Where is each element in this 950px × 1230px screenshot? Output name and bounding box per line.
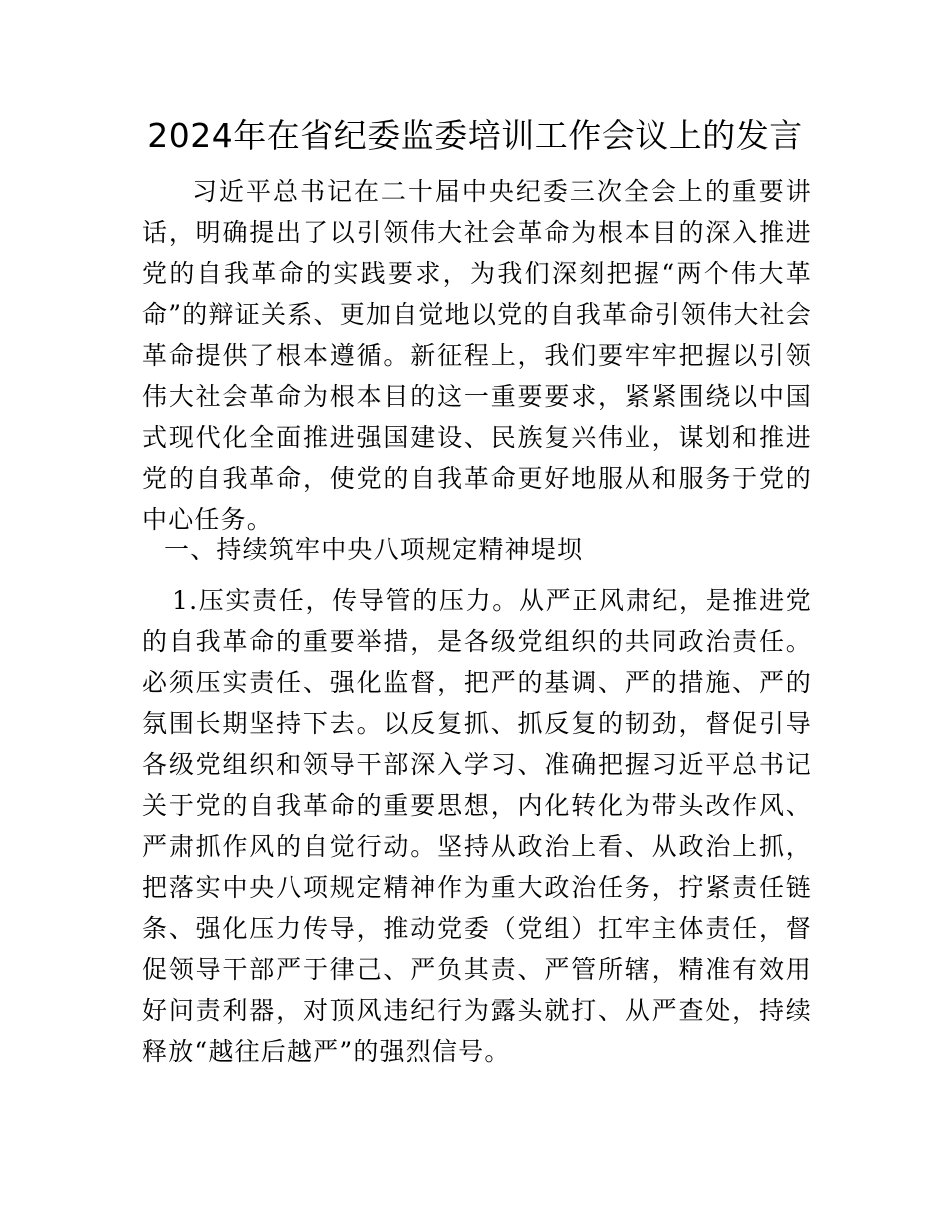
document-title: 2024年在省纪委监委培训工作会议上的发言	[147, 116, 803, 155]
intro-paragraph: 习近平总书记在二十届中央纪委三次全会上的重要讲话，明确提出了以引领伟大社会革命为根本目的深入推进党的自我革命的实践要求，为我们深刻把握“两个伟大革命”的辩证关系、更加自觉地以党的自我革命引领伟大社会革命提供了根本遵循。新征程上，我们要牢牢把握以引领伟大社会革命为根本目的这一重要要求，紧紧围绕以中国式现代化全面推进强国建设、民族复兴伟业，谋划和推进党的自我革命，使党的自我革命更好地服从和服务于党的中心任务。	[142, 177, 812, 534]
section-paragraph: 1.压实责任，传导管的压力。从严正风肃纪，是推进党的自我革命的重要举措，是各级党组织的共同政治责任。必须压实责任、强化监督，把严的基调、严的措施、严的氛围长期坚持下去。以反复抓、抓反复的韧劲，督促引导各级党组织和领导干部深入学习、准确把握习近平总书记关于党的自我革命的重要思想，内化转化为带头改作风、严肃抓作风的自觉行动。坚持从政治上看、从政治上抓，把落实中央八项规定精神作为重大政治任务，拧紧责任链条、强化压力传导，推动党委（党组）扛牢主体责任，督促领导干部严于律己、严负其责、严管所辖，精准有效用好问责利器，对顶风违纪行为露头就打、从严查处，持续释放“越往后越严”的强烈信号。	[142, 586, 812, 1066]
section-heading: 一、持续筑牢中央八项规定精神堤坝	[164, 535, 584, 564]
